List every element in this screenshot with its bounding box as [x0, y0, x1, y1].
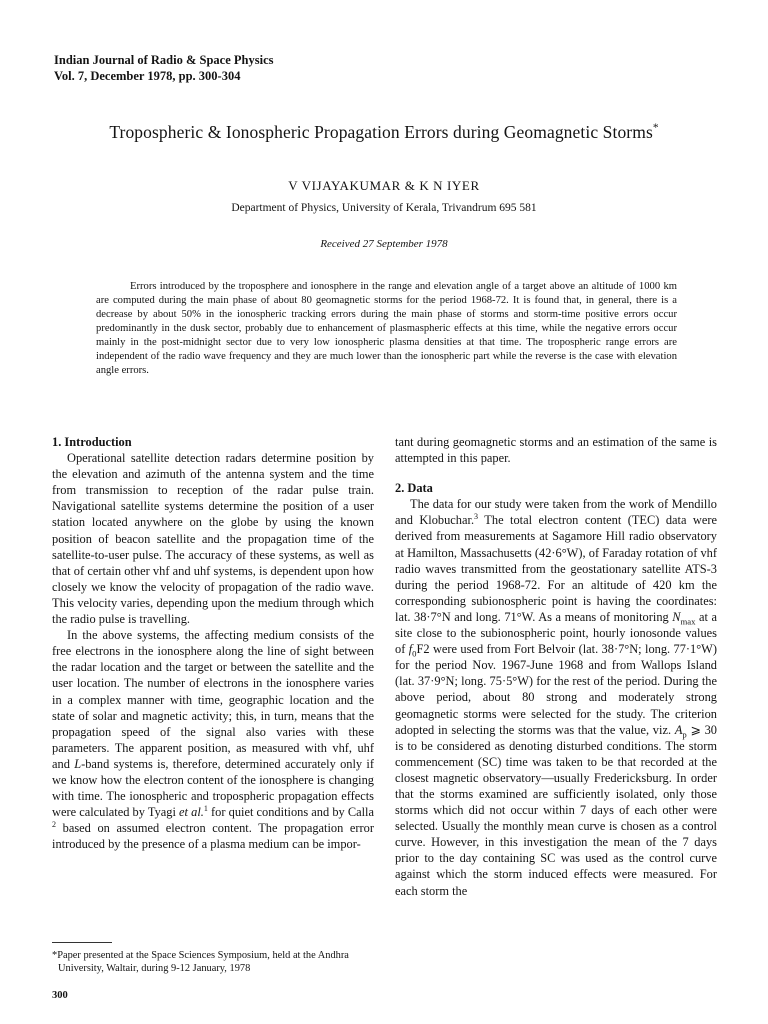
- paper-title-text: Tropospheric & Ionospheric Propagation Errors during Geomagnetic Storms: [109, 122, 653, 142]
- reference-2-mark: 2: [52, 820, 57, 830]
- data-heading: 2. Data: [395, 481, 433, 496]
- page-number: 300: [52, 990, 68, 1001]
- intro-p2-band-letter: L: [74, 756, 82, 771]
- n-max-symbol: N: [672, 609, 681, 624]
- title-footnote-mark: *: [652, 122, 659, 135]
- received-date: [0, 238, 768, 250]
- f0f2-symbol: f: [408, 642, 413, 657]
- right-column: [395, 434, 717, 899]
- reference-3-mark: 3: [474, 512, 479, 522]
- abstract: [96, 280, 677, 378]
- ap-symbol: A: [674, 722, 683, 737]
- data-p1-part-b: The total electron content (TEC) data were derived from measurements at Sagamore Hill radio observatory at Hamilton, Massachusetts (42·6°W), of Faraday rotation of vhf radio waves transmitted from the geostationary satellite ATS-3 during the period 1968-72. For an altitude of 420 km the corresponding subionospheric point is having the coordinates: lat. 38·7°N and long. 71°W. As a means of monitoring: [395, 513, 717, 624]
- intro-paragraph-2: [52, 627, 374, 852]
- section-gap: [395, 466, 717, 480]
- intro-p2-et-al: et al.: [179, 805, 204, 820]
- intro-continuation: tant during geomagnetic storms and an estimation of the same is attempted in this paper.: [395, 435, 717, 466]
- paper-title: [0, 122, 768, 143]
- data-p1-part-a: The data for our study were taken from the work of Mendillo and Klobuchar.: [395, 497, 717, 528]
- n-max-subscript: max: [680, 616, 696, 627]
- footnote-rule: [52, 942, 112, 943]
- intro-p2-part-b: -band systems is, therefore, determined accurately only if we know how the electron content of the ionosphere is changing with time. The ionospheric and tropospheric propagation effects were calculated by Tyagi: [52, 756, 374, 820]
- left-column: [52, 434, 374, 852]
- data-p1-part-e: ⩾ 30 is to be considered as denoting disturbed conditions. The storm commencement (SC) time was taken to be that recorded at the closest magnetic observatory—usually Fredericksburg. In order that the storms examined are sufficiently isolated, only those storms which did not occur within 7 days of each other were selected. Usually the monthly mean curve is chosen as a control curve. However, in this investigation the mean of the 7 days prior to the day containing SC was used as the control curve against which the storm induced effects were measured. For each storm the: [395, 722, 718, 898]
- intro-paragraph-1: Operational satellite detection radars determine position by the elevation and azimuth of the antenna system and the time from transmission to reception of the radar pulse train. Navigational satellite systems determine the position of a user station located anywhere on the globe by using the known position of beacon satellite and the propagation time of the satellite-to-user pulse. The accuracy of these systems, as well as that of certain other vhf and uhf systems, is dependent upon how closely we know the velocity of propagation of the radio wave. This velocity varies, depending upon the medium through which the radio pulse is travelling.: [52, 451, 374, 627]
- journal-header: [54, 52, 273, 84]
- data-paragraph-1: [395, 496, 717, 898]
- journal-citation: Vol. 7, December 1978, pp. 300-304: [54, 69, 241, 83]
- footnote-text: *Paper presented at the Space Sciences Symposium, held at the Andhra University, Waltair, during 9-12 January, 1978: [52, 950, 349, 974]
- f0f2-subscript: 0: [412, 648, 417, 659]
- introduction-heading: 1. Introduction: [52, 435, 132, 449]
- footnote: [52, 949, 374, 975]
- journal-name: Indian Journal of Radio & Space Physics: [54, 53, 274, 67]
- data-p1-part-d: F2 were used from Fort Belvoir (lat. 38·7°N; long. 77·1°W) for the period Nov. 1967-June 1968 and from Wallops Island (lat. 37·9°N; long. 75·5°W) for the rest of the period. During the above period, about 80 strong and moderately strong geomagnetic storms were selected for the study. The criterion adopted in selecting the storms was that the value, viz.: [395, 642, 717, 737]
- intro-p2-part-d: based on assumed electron content. The propagation error introduced by the presence of a plasma medium can be impor-: [52, 821, 374, 852]
- ap-subscript: p: [682, 729, 687, 740]
- intro-p2-part-c: for quiet conditions and by Calla: [207, 805, 375, 820]
- author-affiliation: Department of Physics, University of Kerala, Trivandrum 695 581: [231, 202, 537, 214]
- paper-authors: V VIJAYAKUMAR & K N IYER: [288, 178, 480, 193]
- data-p1-part-c: at a site close to the subionospheric point, hourly ionosonde values of: [395, 609, 717, 657]
- intro-p2-part-a: In the above systems, the affecting medium consists of the free electrons in the ionosphere along the line of sight between the radar location and the target or between the satellite and the user location. The number of electrons in the ionosphere varies in a complex manner with time, geographic location and the state of solar and magnetic activity; this, in turn, means that the propagation speed of the signal also varies with these parameters. The apparent position, as measured with vhf, uhf and: [52, 628, 374, 771]
- abstract-text: Errors introduced by the troposphere and ionosphere in the range and elevation angle of a target above an altitude of 1000 km are computed during the main phase of about 80 geomagnetic storms for the period 1968-72. It is found that, in general, there is a decrease by about 50% in the ionospheric tracking errors during the main phase of storms and storm-time positive errors occur predominantly in the dusk sector, probably due to enhancement of plasmaspheric effects at this time, while the negative errors occur mainly in the post-midnight sector due to very low ionospheric plasma densities at that time. The tropospheric range errors are independent of the radio wave frequency and they are much lower than the ionospheric part while the reverse is the case with elevation angle errors.: [96, 281, 677, 376]
- received-date-text: Received 27 September 1978: [320, 238, 448, 250]
- reference-1-mark: 1: [203, 804, 208, 814]
